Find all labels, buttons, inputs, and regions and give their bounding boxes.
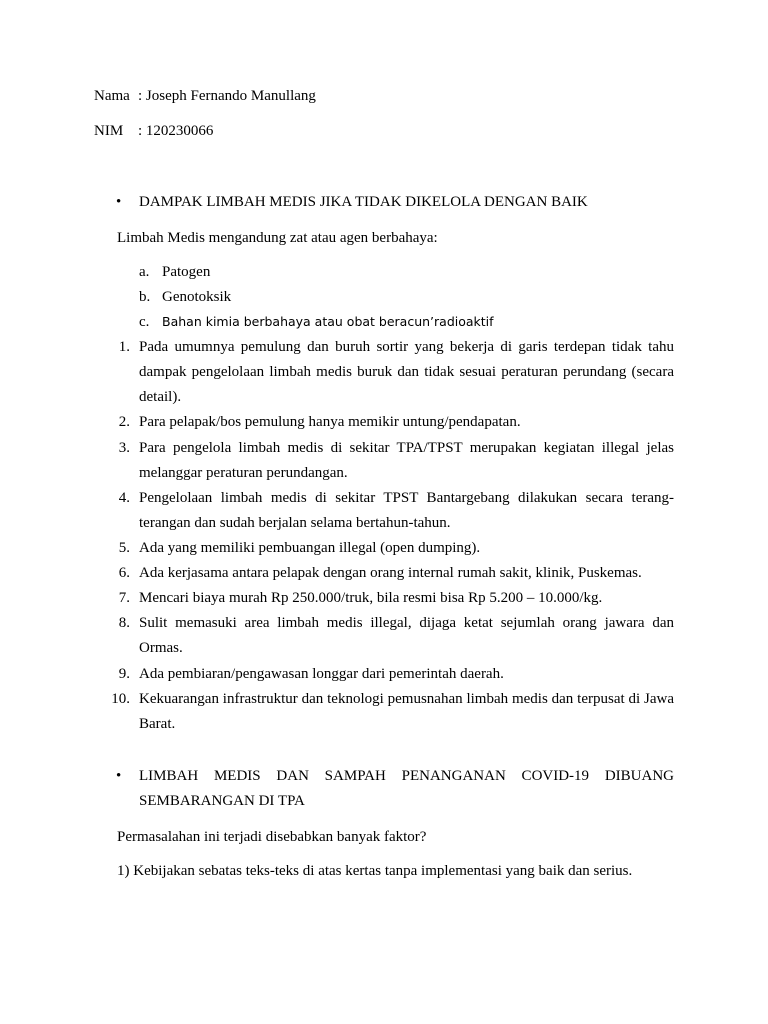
point-item: Ada pembiaran/pengawasan longgar dari pemerintah daerah. (139, 666, 504, 682)
agent-marker: a. (139, 264, 150, 280)
nim-value: : 120230066 (138, 123, 214, 139)
agent-item: Patogen (162, 264, 211, 280)
section2-heading: LIMBAH MEDIS DAN SAMPAH PENANGANAN COVID-19 DIBUANG SEMBARANGAN DI TPA (139, 768, 674, 809)
nim-label: NIM (94, 123, 124, 139)
agent-item: Genotoksik (162, 289, 232, 305)
point-item: Ada kerjasama antara pelapak dengan orang internal rumah sakit, klinik, Puskemas. (139, 565, 642, 581)
point-item: Sulit memasuki area limbah medis illegal, dijaga ketat sejumlah orang jawara dan Ormas. (139, 615, 674, 656)
point-item: Kekuarangan infrastruktur dan teknologi pemusnahan limbah medis dan terpusat di Jawa Barat. (139, 691, 674, 732)
agent-item: Bahan kimia berbahaya atau obat beracun’radioaktif (162, 314, 494, 329)
agent-marker: c. (139, 314, 150, 330)
section2-factor: 1) Kebijakan sebatas teks-teks di atas kertas tanpa implementasi yang baik dan serius. (117, 863, 633, 879)
point-item: Mencari biaya murah Rp 250.000/truk, bila resmi bisa Rp 5.200 – 10.000/kg. (139, 590, 603, 606)
name-value: : Joseph Fernando Manullang (138, 88, 316, 104)
section1-intro: Limbah Medis mengandung zat atau agen berbahaya: (117, 230, 438, 246)
point-item: Para pelapak/bos pemulung hanya memikir untung/pendapatan. (139, 414, 521, 430)
agent-marker: b. (139, 289, 151, 305)
point-marker: 1. (118, 339, 130, 355)
section2-question: Permasalahan ini terjadi disebabkan banyak faktor? (117, 829, 427, 845)
point-marker: 4. (118, 490, 130, 506)
point-marker: 7. (118, 590, 130, 606)
point-marker: 8. (118, 615, 130, 631)
point-item: Pada umumnya pemulung dan buruh sortir yang bekerja di garis terdepan tidak tahu dampak pengelolaan limbah medis buruk dan tidak sesuai peraturan perundang (secara detail). (139, 339, 674, 405)
point-marker: 3. (118, 440, 130, 456)
point-item: Ada yang memiliki pembuangan illegal (open dumping). (139, 540, 481, 556)
point-item: Pengelolaan limbah medis di sekitar TPST Bantargebang dilakukan secara terang-terangan dan sudah berjalan selama bertahun-tahun. (139, 490, 674, 531)
point-marker: 2. (118, 414, 130, 430)
point-marker: 10. (111, 691, 130, 707)
name-label: Nama (94, 88, 130, 104)
bullet-icon: • (116, 768, 122, 784)
point-marker: 5. (118, 540, 130, 556)
point-marker: 6. (118, 565, 130, 581)
point-marker: 9. (118, 666, 130, 682)
section1-heading: DAMPAK LIMBAH MEDIS JIKA TIDAK DIKELOLA DENGAN BAIK (139, 194, 588, 210)
bullet-icon: • (116, 194, 122, 210)
point-item: Para pengelola limbah medis di sekitar TPA/TPST merupakan kegiatan illegal jelas melanggar peraturan perundangan. (139, 440, 674, 481)
